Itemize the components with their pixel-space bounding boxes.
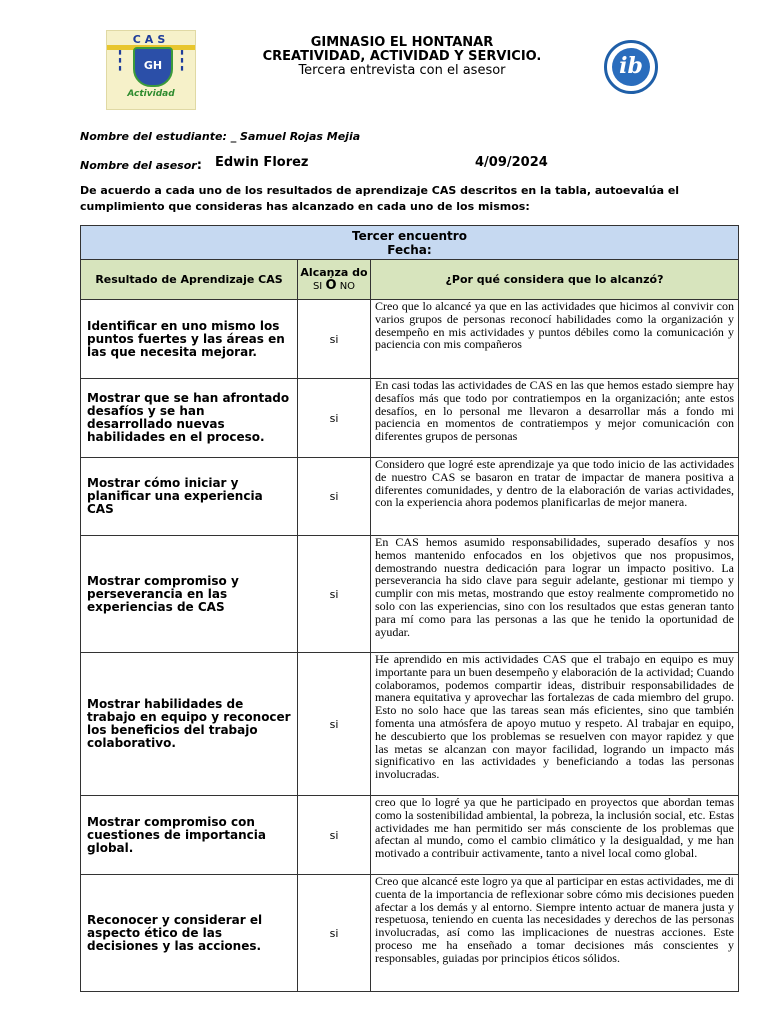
logo-cas-text: CAS	[132, 33, 170, 46]
table-date-label: Fecha:	[387, 242, 432, 257]
table-title-cell	[81, 226, 739, 260]
document-header	[200, 36, 604, 78]
outcome-cell: Identificar en uno mismo los puntos fuertes y las áreas en las que necesita mejorar.	[81, 300, 298, 379]
program-name: CREATIVIDAD, ACTIVIDAD Y SERVICIO.	[262, 49, 542, 64]
outcome-cell: Reconocer y considerar el aspecto ético de las decisiones y las acciones.	[81, 875, 298, 992]
cas-logo	[106, 30, 196, 110]
table-row	[81, 458, 739, 536]
advisor-label	[80, 158, 202, 173]
table-row	[81, 379, 739, 458]
column-header-outcome-text: Resultado de Aprendizaje CAS	[95, 273, 283, 286]
logo-actividad-text: Actividad	[127, 89, 175, 99]
column-header-why-text: ¿Por qué considera que lo alcanzó?	[445, 273, 664, 286]
cas-evaluation-table	[80, 225, 739, 992]
why-cell: Creo que lo alcancé ya que en las actividades que hicimos al convivir con varios grupos de personas reconocí habilidades como la organización y desempeño en mis actividades y puntos débiles como la comunicación y paciencia con mis compañeros	[371, 300, 739, 379]
column-header-reached	[298, 260, 371, 300]
outcome-cell: Mostrar compromiso con cuestiones de importancia global.	[81, 796, 298, 875]
instructions-paragraph: De acuerdo a cada uno de los resultados de aprendizaje CAS descritos en la tabla, autoevalúa el cumplimiento que consideras has alcanzado en cada uno de los mismos:	[80, 184, 680, 213]
advisor-label-text: Nombre del asesor	[80, 159, 197, 172]
table-row	[81, 300, 739, 379]
reached-cell: si	[298, 379, 371, 458]
school-shield-icon: GH	[133, 47, 173, 87]
outcome-cell: Mostrar cómo iniciar y planificar una experiencia CAS	[81, 458, 298, 536]
reached-cell: si	[298, 458, 371, 536]
interview-date: 4/09/2024	[475, 155, 548, 170]
outcome-cell: Mostrar compromiso y perseverancia en las experiencias de CAS	[81, 536, 298, 653]
column-header-why	[371, 260, 739, 300]
si-o-no-options	[298, 279, 370, 293]
ib-logo	[598, 40, 664, 96]
option-si: SI	[312, 281, 323, 292]
school-name: GIMNASIO EL HONTANAR	[310, 35, 494, 50]
student-name-line: Nombre del estudiante: _ Samuel Rojas Mejia	[80, 130, 361, 143]
table-row	[81, 536, 739, 653]
reached-cell: si	[298, 875, 371, 992]
why-cell: En casi todas las actividades de CAS en las que hemos estado siempre hay desafíos más que todo por contratiempos en la organización; ante estos desafíos, en lo personal me llevaron a desarrollar más a fondo mi paciencia en momentos de contratiempos y mejor comunicación con diferentes grupos de personas	[371, 379, 739, 458]
logo-left-side-mark: ▮ ▮ ▮	[118, 49, 122, 72]
reached-cell: si	[298, 796, 371, 875]
advisor-label-colon: :	[196, 158, 202, 173]
option-o: Ó	[325, 278, 337, 293]
reached-cell: si	[298, 653, 371, 796]
outcome-cell: Mostrar habilidades de trabajo en equipo y reconocer los beneficios del trabajo colaborativo.	[81, 653, 298, 796]
option-no: NO	[339, 281, 356, 292]
why-cell: He aprendido en mis actividades CAS que el trabajo en equipo es muy importante para un buen desempeño y elaboración de la actividad; Cuando colaboramos, podemos compartir ideas, distribuir responsabilidades de manera equitativa y aprovechar las fortalezas de cada miembro del grupo. Esto no solo hace que las tareas sean más eficientes, sino que también fomenta una atmósfera de apoyo mutuo y respeto. Al trabajar en equipo, he descubierto que los problemas se resuelven con mayor rapidez y que las metas se alcanzan con mayor facilidad, logrando un impacto más significativo en las actividades y beneficiando a todas las personas involucradas.	[371, 653, 739, 796]
why-cell: Considero que logré este aprendizaje ya que todo inicio de las actividades de nuestro CAS se basaron en tratar de impactar de manera positiva a diferentes comunidades, y dentro de la elaboración de varias actividades, con la experiencia ahora podemos planificarlas de mejor manera.	[371, 458, 739, 536]
logo-right-side-mark: ▮ ▮ ▮	[180, 49, 184, 72]
outcome-cell: Mostrar que se han afrontado desafíos y se han desarrollado nuevas habilidades en el proceso.	[81, 379, 298, 458]
table-row	[81, 875, 739, 992]
why-cell: En CAS hemos asumido responsabilidades, superado desafíos y nos hemos mantenido enfocados en los objetivos que nos propusimos, demostrando nuestra dedicación para lograr un impacto positivo. La perseverancia ha sido clave para seguir adelante, gestionar mi tiempo y cumplir con mis metas, mostrando que estoy realmente comprometido no solo con las experiencias, sino con los resultados que estas generan tanto para mí como para las personas a las que he tenido la oportunidad de ayudar.	[371, 536, 739, 653]
document-subtitle: Tercera entrevista con el asesor	[298, 63, 506, 78]
table-row	[81, 653, 739, 796]
why-cell: creo que lo logré ya que he participado en proyectos que abordan temas como la sostenibilidad ambiental, la pobreza, la inclusión social, etc. Estas actividades me han permitido ser más consciente de los problemas que afectan al mundo, como el cambio climático y la desigualdad, y me han motivado a contribuir activamente, tanto a nivel local como global.	[371, 796, 739, 875]
advisor-name: Edwin Florez	[215, 155, 309, 170]
why-cell: Creo que alcancé este logro ya que al participar en estas actividades, me di cuenta de la importancia de reflexionar sobre cómo mis decisiones pueden afectar a los demás y al entorno. Siempre intento actuar de manera justa y respetuosa, teniendo en cuenta las necesidades y derechos de las personas involucradas, así como las implicaciones de nuestras acciones. Este proceso me ha enseñado a tomar decisiones más conscientes y responsables, guiadas por principios éticos sólidos.	[371, 875, 739, 992]
reached-cell: si	[298, 300, 371, 379]
column-header-outcome	[81, 260, 298, 300]
reached-cell: si	[298, 536, 371, 653]
ib-logo-mark: ib	[612, 48, 650, 86]
table-title: Tercer encuentro	[352, 228, 467, 243]
table-row	[81, 796, 739, 875]
column-header-reached-text: Alcanza do	[300, 266, 368, 279]
